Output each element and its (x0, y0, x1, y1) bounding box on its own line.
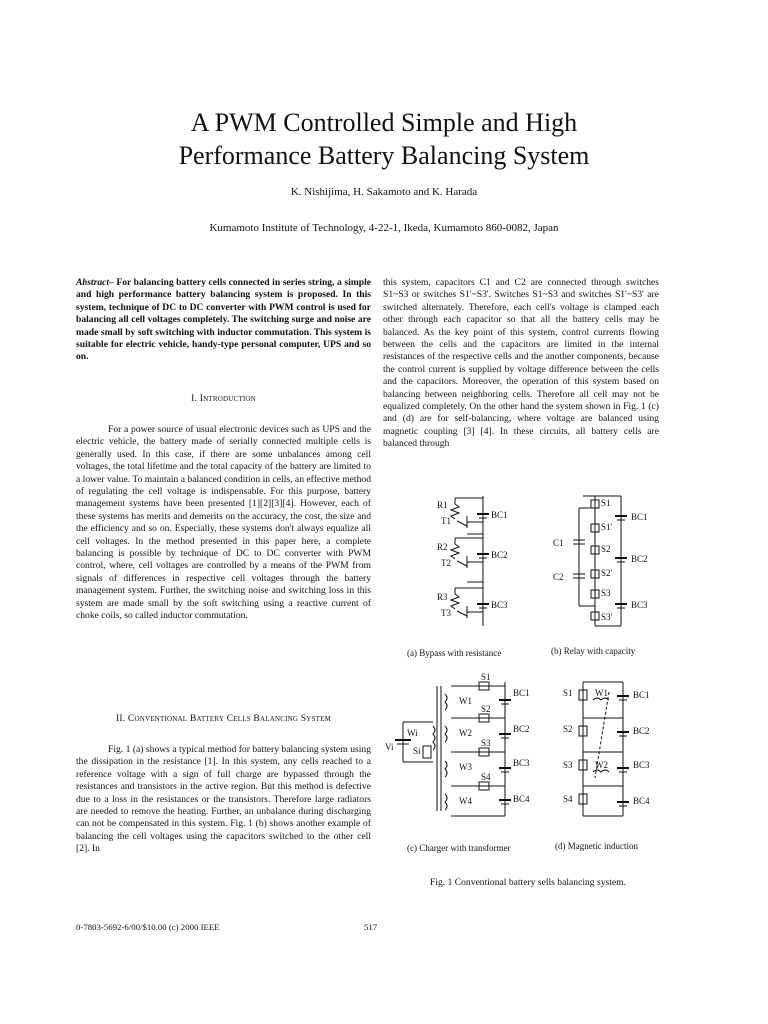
label-w1-d: W1 (595, 688, 608, 698)
label-s4-c: S4 (481, 772, 491, 782)
label-wi: Wi (407, 728, 418, 738)
label-w4: W4 (459, 796, 472, 806)
label-bc2-d: BC2 (633, 726, 650, 736)
label-w1: W1 (459, 696, 472, 706)
abstract (76, 277, 371, 364)
label-s1p-b: S1' (601, 522, 613, 532)
circuit-d (579, 682, 629, 816)
section-1-body: For a power source of usual electronic devices such as UPS and the electric vehicle, the battery made of serially connected multiple cells is generally used. In this case, if there are some unbalances among cell voltages, the total lifetime and the total capacity of the battery are limited to a lower value. To maintain a balanced condition in cells, an effective method of regulating the cell voltage is indispensable. For this purpose, battery management systems have been presented [1][2][3][4]. However, each of these systems has merits and demerits on the accuracy, the cost, the size and the efficiency and so on. Especially, these systems don't always equalize all cell voltages. In the method presented in this paper here, a complete balancing is possible by technique of DC to DC converter with PWM control, where, cell voltages are controlled by a means of the PWM from signals of differences in respective cell voltages through the battery management system. Further, the switching noise and switching loss in this system are made small by the soft switching using a reactive current of choke coils, so called inductor commutation. (76, 424, 371, 622)
caption-a: (a) Bypass with resistance (407, 648, 502, 658)
label-bc1-c: BC1 (513, 688, 530, 698)
label-w2-d: W2 (595, 760, 608, 770)
page-number: 517 (364, 922, 378, 932)
figure-1 (383, 486, 673, 906)
abstract-lead: Abstract– (76, 277, 114, 288)
figure-1-circuits (383, 486, 673, 876)
label-bc1-b: BC1 (631, 512, 648, 522)
section-1-heading: I. Introduction (191, 393, 256, 404)
label-bc1-d: BC1 (633, 690, 650, 700)
label-s3-b: S3 (601, 588, 611, 598)
authors: K. Nishijima, H. Sakamoto and K. Harada (290, 186, 478, 198)
label-bc4-d: BC4 (633, 796, 650, 806)
label-t3: T3 (441, 608, 451, 618)
label-bc4-c: BC4 (513, 794, 530, 804)
label-s2p-b: S2' (601, 568, 613, 578)
label-c1: C1 (553, 538, 564, 548)
copyright-footer: 0-7803-5692-6/00/$10.00 (c) 2000 IEEE (76, 922, 220, 932)
label-s3-d: S3 (563, 760, 573, 770)
label-bc3-a: BC3 (491, 600, 508, 610)
label-bc1-a: BC1 (491, 510, 508, 520)
section-1-body-wrap (76, 424, 371, 623)
label-c2: C2 (553, 572, 564, 582)
label-s2-d: S2 (563, 724, 573, 734)
label-s3-c: S3 (481, 738, 491, 748)
section-1-heading-wrap (76, 393, 371, 405)
label-s1-c: S1 (481, 672, 491, 682)
label-s1-b: S1 (601, 498, 611, 508)
label-bc3-c: BC3 (513, 758, 530, 768)
label-s3p-b: S3' (601, 612, 613, 622)
section-2-body: Fig. 1 (a) shows a typical method for battery balancing system using the dissipation in the resistance [1]. In this system, any cells reached to a reference voltage with a sign of full charge are bypassed through the resistances and transistors in the active region. But this method is defective due to a loss in the resistances or the transistors. Therefore large radiators are needed to remove the heating. Further, an unbalance during discharging can not be compensated in this system. Fig. 1 (b) shows another example of balancing the cell voltages using the capacitors switched to the other cell [2]. In (76, 744, 371, 855)
label-bc2-a: BC2 (491, 550, 508, 560)
caption-d: (d) Magnetic induction (555, 841, 638, 851)
abstract-text: For balancing battery cells connected in series string, a simple and high performance battery balancing system is proposed. In this system, technique of DC to DC converter with PWM control is used for balancing all cell voltages completely. The switching surge and noise are made small by soft switching with inductor commutation. This system is suitable for electric vehicle, handy-type personal computer, UPS and so on. (76, 277, 371, 363)
label-r1: R1 (437, 500, 448, 510)
caption-b: (b) Relay with capacity (551, 646, 636, 656)
section-2-heading: II. Conventional Battery Cells Balancing System (115, 713, 332, 724)
title-line-2: Performance Battery Balancing System (178, 141, 590, 170)
right-column-text (383, 277, 659, 451)
label-s2-c: S2 (481, 704, 491, 714)
affiliation: Kumamoto Institute of Technology, 4-22-1, Ikeda, Kumamoto 860-0082, Japan (209, 222, 559, 234)
label-vi: Vi (385, 742, 394, 752)
label-bc2-c: BC2 (513, 724, 530, 734)
label-si: Si (413, 746, 421, 756)
label-bc3-b: BC3 (631, 600, 648, 610)
label-w3: W3 (459, 762, 472, 772)
label-t1: T1 (441, 516, 451, 526)
label-s4-d: S4 (563, 794, 573, 804)
label-r3: R3 (437, 592, 448, 602)
paper-title (0, 106, 768, 172)
right-column-body: this system, capacitors C1 and C2 are connected through switches S1~S3 or switches S1'~S3'. Switches S1~S3 and switches S1'~S3' are switched alternately. Therefore, each cell's voltage is clamped each other through each capacitor so that all the battery cells may be balanced. As the key point of this system, control currents flowing between the cells and the capacitors are limited in the internal resistances of the respective cells and the another components, because the control current is supplied by voltage difference between the cells and the capacitors. Moreover, the operation of this system based on balancing between neighboring cells. Therefore all cell may not be equalized completely. On the other hand the system shown in Fig. 1 (c) and (d) are for self-balancing, where voltage are balanced using magnetic coupling [3] [4]. In these circuits, all battery cells are balanced through (383, 277, 659, 450)
label-w2: W2 (459, 728, 472, 738)
label-bc2-b: BC2 (631, 554, 648, 564)
label-s2-b: S2 (601, 544, 611, 554)
section-2-body-wrap (76, 744, 371, 856)
label-t2: T2 (441, 558, 451, 568)
section-2-heading-wrap (76, 713, 371, 725)
caption-c: (c) Charger with transformer (407, 843, 511, 853)
label-bc3-d: BC3 (633, 760, 650, 770)
figure-caption: Fig. 1 Conventional battery sells balancing system. (429, 877, 627, 888)
label-s1-d: S1 (563, 688, 573, 698)
circuit-b (573, 496, 627, 626)
label-r2: R2 (437, 542, 448, 552)
title-line-1: A PWM Controlled Simple and High (190, 108, 578, 137)
circuit-a (451, 496, 489, 626)
